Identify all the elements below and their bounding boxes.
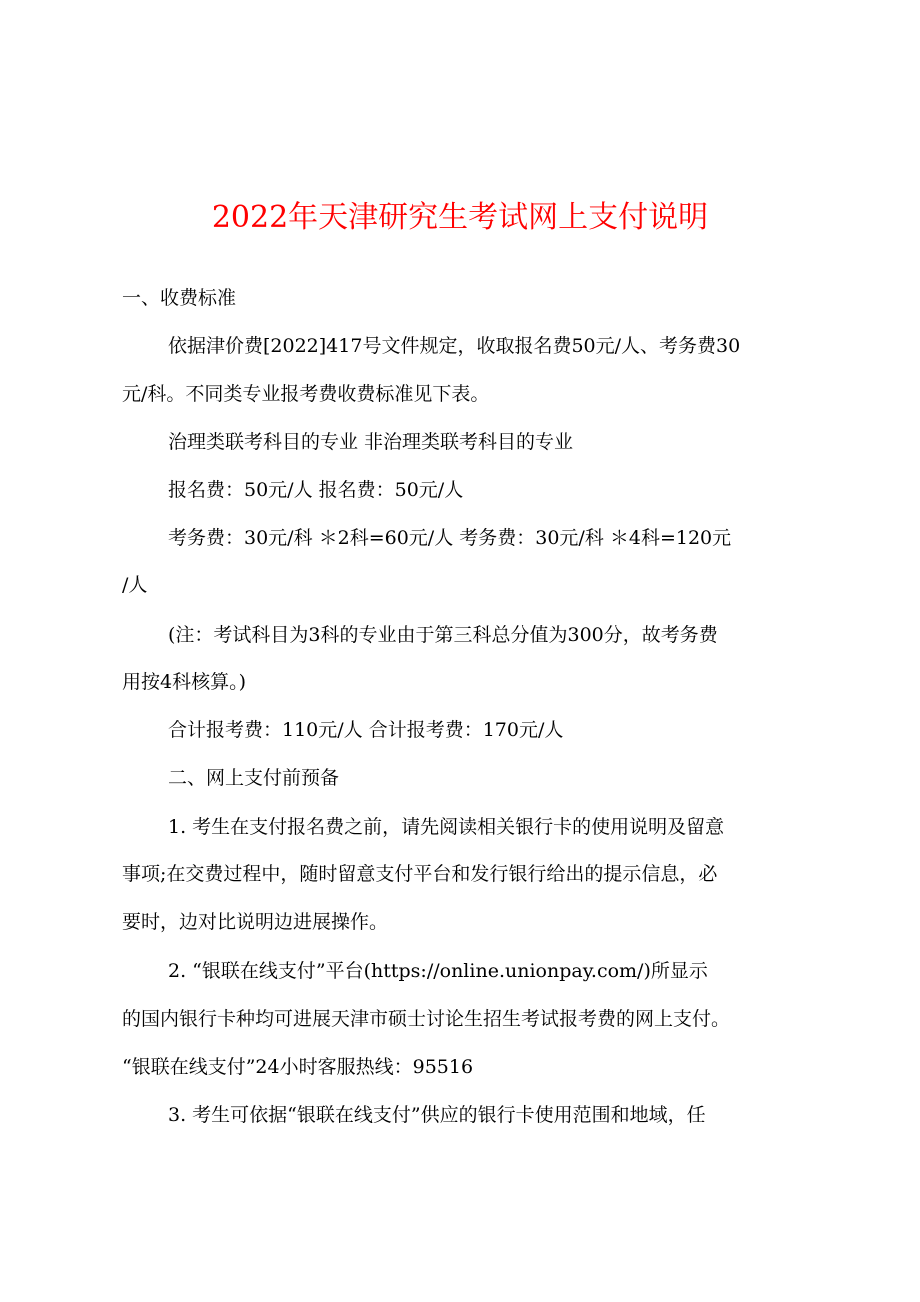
paragraph-line: 报名费：50元/人 报名费：50元/人 bbox=[168, 479, 464, 501]
document-title: 2022年天津研究生考试网上支付说明 bbox=[211, 200, 709, 235]
paragraph-line: 1. 考生在支付报名费之前，请先阅读相关银行卡的使用说明及留意 bbox=[168, 816, 725, 838]
paragraph-line: 事项;在交费过程中，随时留意支付平台和发行银行给出的提示信息，必 bbox=[122, 863, 718, 885]
paragraph-line: 考务费：30元/科 ＊2科=60元/人 考务费：30元/科 ＊4科=120元 bbox=[168, 527, 732, 549]
paragraph-line: (注：考试科目为3科的专业由于第三科总分值为300分，故考务费 bbox=[168, 624, 718, 646]
paragraph-line: 合计报考费：110元/人 合计报考费：170元/人 bbox=[168, 719, 564, 741]
paragraph-line: /人 bbox=[122, 574, 148, 596]
paragraph-line: 用按4科核算。) bbox=[122, 671, 247, 693]
paragraph-line: 的国内银行卡种均可进展天津市硕士讨论生招生考试报考费的网上支付。 bbox=[122, 1008, 731, 1030]
paragraph-line: 要时，边对比说明边进展操作。 bbox=[122, 911, 389, 933]
section-heading: 一、收费标准 bbox=[122, 287, 237, 309]
paragraph-line: 3. 考生可依据“银联在线支付”供应的银行卡使用范围和地域，任 bbox=[168, 1104, 706, 1126]
paragraph-line: 治理类联考科目的专业 非治理类联考科目的专业 bbox=[168, 431, 574, 453]
paragraph-line: 依据津价费[2022]417号文件规定，收取报名费50元/人、考务费30 bbox=[168, 335, 741, 357]
paragraph-line: 元/科。不同类专业报考费收费标准见下表。 bbox=[122, 383, 490, 405]
paragraph-line: 2. “银联在线支付”平台(https://online.unionpay.com/)所显示 bbox=[168, 960, 708, 982]
section-heading: 二、网上支付前预备 bbox=[168, 767, 340, 789]
paragraph-line: “银联在线支付”24小时客服热线：95516 bbox=[122, 1056, 474, 1078]
